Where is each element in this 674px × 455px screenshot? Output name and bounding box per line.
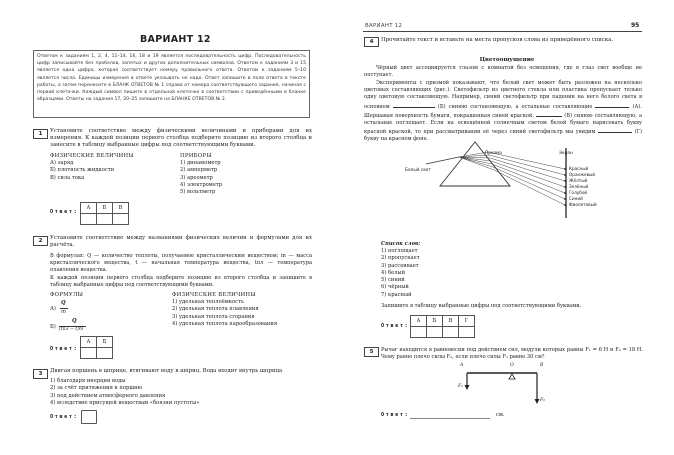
q2-left-column-header: ФОРМУЛЫ (50, 292, 84, 298)
force-2-arrowhead (535, 399, 540, 404)
question-5-text: Рычаг находится в равновесии под действием сил, модули которых равны F₁ = 6 Н и F₂ = 18 Н. Чему равно плечо силы F₂, если плечо силы F₁ равно 30 см? (381, 347, 643, 361)
formula-a-numerator: Q (61, 300, 66, 306)
formula-a-denominator: m (61, 309, 66, 315)
answer-cell-a[interactable] (81, 214, 97, 225)
section-title: Цветоощущение (479, 57, 535, 63)
option-3: 3) под действием атмосферного давления (50, 392, 166, 399)
word-list-title: Список слов: (381, 241, 421, 247)
q4-answer-table (410, 315, 475, 338)
table-instruction: Запишите в таблицу выбранные цифры под соответствующими буквами. (381, 303, 582, 309)
answer-header-b: Б (427, 316, 443, 327)
formula-b-denominator: (tпл − t)m (59, 327, 84, 332)
answer-cell-a[interactable] (81, 348, 97, 359)
q2-answer-table (80, 336, 113, 359)
question-number-2: 2 (33, 236, 48, 246)
prism-label: Призма (485, 151, 502, 156)
answer-header-a: А (81, 203, 97, 214)
q1-instruments-list (180, 160, 222, 196)
list-item: 2) амперметр (180, 167, 218, 174)
q1-left-column-header: ФИЗИЧЕСКИЕ ВЕЛИЧИНЫ (50, 153, 134, 159)
spectrum-labels (569, 166, 597, 208)
answer-header-g: Г (459, 316, 475, 327)
q4-answer-label: Ответ: (381, 323, 410, 329)
right-page (340, 0, 674, 455)
answer-cell-g[interactable] (459, 327, 475, 338)
blank-a[interactable] (595, 102, 629, 108)
white-light-label: Белый свет (405, 168, 431, 173)
q2-right-column-header: ФИЗИЧЕСКИЕ ВЕЛИЧИНЫ (172, 292, 256, 298)
word-6: 6) чёрный (381, 284, 409, 291)
answer-cell-b[interactable] (97, 214, 113, 225)
answer-header-a: А (81, 337, 97, 348)
spectrum-red: Красный (569, 166, 589, 171)
answer-cell-a[interactable] (411, 327, 427, 338)
q1-right-column-header: ПРИБОРЫ (180, 153, 212, 159)
point-o-label: O (510, 363, 514, 368)
question-2-formula-note: В формулах: Q — количество теплоты, получаемое кристаллическим веществом; m — масса кристаллического вещества, t — начальная температура вещества, tпл — температура плавления вещества. (50, 253, 312, 274)
white-light-ray (426, 157, 459, 164)
list-item: 2) удельная теплота плавления (172, 306, 259, 313)
q3-answer-label: Ответ: (50, 414, 79, 420)
blank-b[interactable] (393, 102, 435, 108)
q1-answer-label: Ответ: (50, 209, 79, 215)
answer-header-v: В (113, 203, 129, 214)
spectrum-green: Зелёный (569, 184, 589, 189)
question-number-5: 5 (364, 347, 379, 357)
q3-answer-box[interactable] (81, 410, 97, 424)
dispersed-rays (459, 152, 565, 205)
answer-header-a: А (411, 316, 427, 327)
paragraph-2-part-a: Эксперименты с призмой показывают, что белый свет может быть разложен на несколько цветовых составляющих (рис.). Светофильтр из цветного стекла или пластика пропускает только одну цветовую составляющую. Например, синий светофильтр при падении на него белого света в основном (364, 80, 642, 110)
answer-header-b: Б (97, 337, 113, 348)
running-head: ВАРИАНТ 12 (365, 23, 403, 29)
formula-a-label: А) (50, 306, 56, 312)
q1-quantities-list (50, 160, 114, 182)
list-item: 3) ареометр (180, 174, 213, 181)
point-b-label: B (540, 363, 544, 368)
spectrum-yellow: Жёлтый (569, 178, 588, 183)
answer-cell-b[interactable] (97, 348, 113, 359)
question-2-instruction: К каждой позиции первого столбца подберите позицию из второго столбца и запишите в таблицу выбранные цифры под соответствующими буквами. (50, 275, 312, 289)
option-1: 1) благодаря инерции воды (50, 378, 126, 384)
q2-answer-label: Ответ: (50, 346, 79, 352)
point-a-label: A (460, 363, 464, 368)
answer-header-v: В (443, 316, 459, 327)
formula-b-label: Б) (50, 324, 56, 330)
question-number-1: 1 (33, 129, 48, 139)
word-7: 7) красный (381, 291, 412, 298)
list-item: Б) плотность жидкости (50, 167, 115, 174)
spectrum-cyan: Голубой (569, 190, 588, 195)
list-item: В) сила тока (50, 174, 85, 181)
question-1-text: Установите соответствие между физическими величинами и приборами для их измерения. К каждой позиции первого столбца подберите позицию из второго столбца и занесите в таблицу выбранные цифры под соответствующими буквами. (50, 128, 312, 149)
word-5: 5) синий (381, 277, 405, 284)
force-1-arrowhead (465, 385, 470, 390)
word-3: 3) рассеивает (381, 262, 419, 269)
list-item: А) заряд (50, 160, 74, 166)
spectrum-orange: Оранжевый (569, 172, 596, 177)
header-rule (363, 31, 642, 32)
paragraph-2-part-c: (А). Шершавая поверхность бумаги, покрашенная синей краской, (364, 103, 642, 119)
question-2-text: Установите соответствие между названиями физических величин и формулами для их расчёта. (50, 235, 312, 249)
formula-b (50, 318, 110, 338)
question-3-text: Двигая поршень в шприце, втягивают воду в шприц. Вода входит внутрь шприца (50, 368, 283, 374)
answer-header-b: Б (97, 203, 113, 214)
fulcrum-icon (509, 374, 515, 379)
force-1-label: F₁ (458, 384, 464, 389)
screen-label: Экран (559, 151, 573, 156)
list-item: 4) электрометр (180, 181, 223, 188)
q5-answer-label: Ответ: (381, 412, 410, 418)
list-item: 5) вольтметр (180, 189, 216, 196)
variant-title: ВАРИАНТ 12 (140, 34, 211, 45)
list-item: 3) удельная теплота сгорания (172, 313, 255, 320)
question-4-text: Прочитайте текст и вставьте на места пропусков слова из приведённого списка. (381, 37, 614, 43)
spectrum-violet: Фиолетовый (569, 202, 597, 207)
force-2-label: F₂ (540, 398, 546, 403)
q1-answer-table (80, 202, 129, 225)
option-2: 2) за счёт притяжения к поршню (50, 385, 143, 392)
q3-options-list (50, 378, 199, 407)
paragraph-2 (364, 80, 642, 144)
list-item: 1) динамометр (180, 160, 221, 166)
formula-b-numerator: Q (72, 318, 77, 324)
word-2: 2) пропускает (381, 255, 420, 262)
spectrum-blue: Синий (569, 196, 583, 201)
question-number-4: 4 (364, 37, 379, 47)
answer-cell-b[interactable] (427, 327, 443, 338)
page-number: 95 (631, 22, 640, 29)
paragraph-2-part-d: (В) синюю составляющую, а остальные поглощает. Если на освещённой солнечным светом белой бумаге нарисовать букву красной краской, то при рассматривании её через синий светофильтр мы увидим (364, 112, 642, 136)
q2-quantities-list (172, 299, 277, 328)
word-4: 4) белый (381, 269, 406, 276)
list-item: 4) удельная теплота парообразования (172, 320, 278, 327)
q5-answer-field[interactable] (410, 418, 490, 419)
lever-diagram (450, 368, 550, 410)
paragraph-1: Чёрный цвет ассоциируется глазом с комнатой без освещения, где в глаз свет вообще не поступает. (364, 65, 642, 79)
word-1: 1) поглощает (381, 248, 418, 254)
q5-answer-unit: см. (496, 412, 505, 418)
answer-cell-v[interactable] (443, 327, 459, 338)
paragraph-2-part-e: (Г) букву на красном фоне. (364, 129, 643, 143)
answer-cell-v[interactable] (113, 214, 129, 225)
blank-v[interactable] (536, 111, 562, 117)
blank-g[interactable] (598, 127, 632, 133)
instructions-box: Ответом к заданиям 1, 2, 4, 11–14, 16, 18 и 19 является последовательность цифр. Последовательность цифр записывайте без пробелов, запятых и других дополнительных символов. Ответом к заданиям 3 и 15 является одна цифра, которая соответствует номеру правильного ответа. Ответом к заданиям 5–10 является число. Единицы измерения в ответе указывать не надо. Ответ запишите в поле ответа в тексте работы, а затем перенесите в БЛАНК ОТВЕТОВ № 1 справа от номера соответствующего задания, начиная с первой клеточки. Каждый символ пишите в отдельной клеточке в соответствии с приведёнными в бланке образцами. Ответы на задания 17, 20–25 запишите на БЛАНКЕ ОТВЕТОВ № 2. (33, 50, 310, 118)
word-list (381, 248, 420, 299)
option-4: 4) вследствие присущей веществам «боязни пустоты» (50, 399, 200, 406)
question-number-3: 3 (33, 369, 48, 379)
paragraph-2-part-b: (Б) синюю составляющую, а остальные составляющие (437, 103, 593, 110)
list-item: 1) удельная теплоёмкость (172, 299, 244, 305)
